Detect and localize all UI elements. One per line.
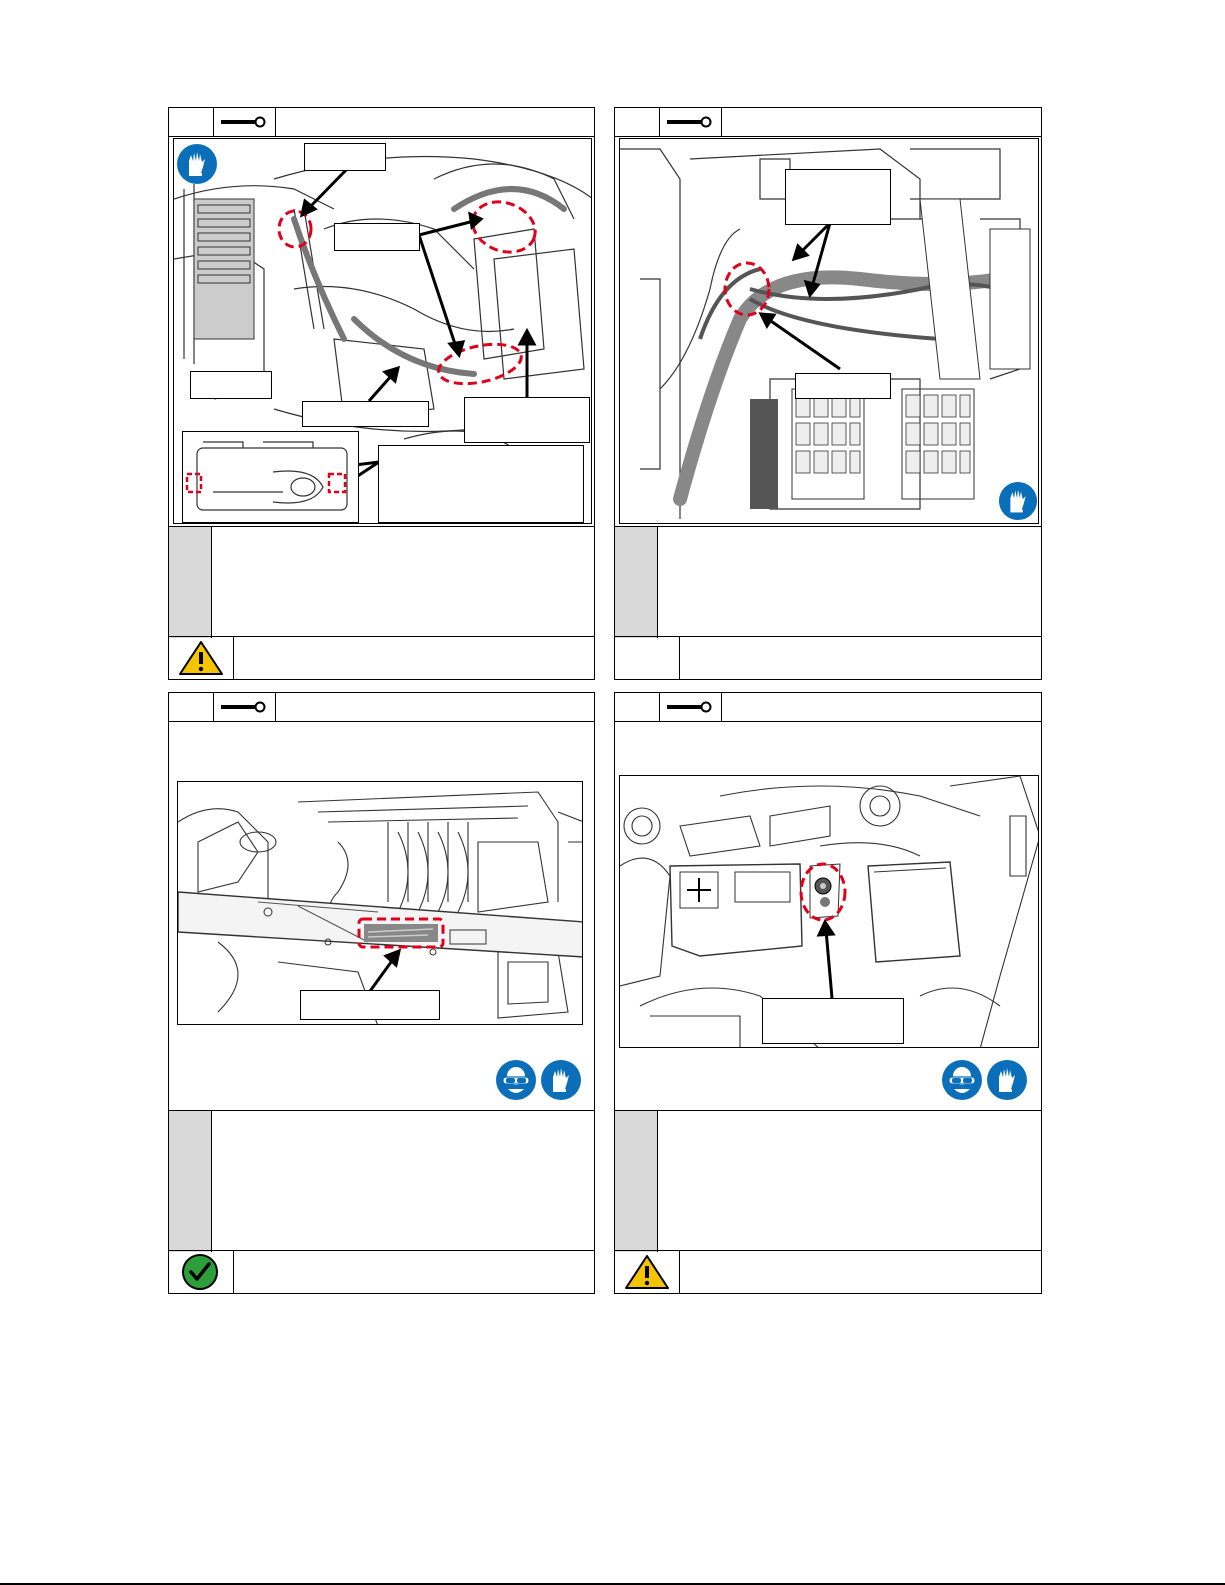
callout-box-5 bbox=[464, 397, 590, 443]
callout-box-1 bbox=[300, 990, 440, 1020]
instruction-text-row bbox=[169, 1110, 594, 1252]
note-row bbox=[615, 636, 1041, 679]
step-panel-top-left bbox=[168, 107, 595, 680]
wiring-illustration-ecu bbox=[173, 138, 592, 524]
step-number-cell bbox=[169, 693, 214, 721]
note-icon-cell bbox=[169, 637, 234, 679]
check-circle-icon bbox=[181, 1253, 219, 1291]
step-header bbox=[169, 693, 594, 722]
callout-box-4 bbox=[302, 401, 429, 427]
inset-illustration bbox=[182, 431, 359, 523]
step-header bbox=[169, 108, 594, 137]
wrench-icon bbox=[221, 701, 267, 713]
wrench-icon bbox=[221, 116, 267, 128]
gloves-icon bbox=[176, 143, 218, 185]
gloves-icon bbox=[998, 481, 1038, 521]
battery-area-illustration bbox=[619, 775, 1039, 1048]
callout-box-2 bbox=[795, 373, 891, 399]
warning-triangle-icon bbox=[178, 640, 224, 676]
step-shade-cell bbox=[615, 527, 658, 638]
step-panel-bottom-right bbox=[614, 692, 1042, 1294]
instruction-text-row bbox=[169, 526, 594, 638]
step-shade-cell bbox=[169, 527, 212, 638]
warning-note-row bbox=[169, 636, 594, 679]
callout-box-3 bbox=[190, 371, 272, 399]
safety-glasses-icon bbox=[495, 1059, 537, 1101]
instruction-text-row bbox=[615, 526, 1041, 638]
callout-box-6 bbox=[378, 445, 584, 523]
check-note-row bbox=[169, 1250, 594, 1293]
callout-box-1 bbox=[785, 169, 891, 225]
step-number-cell bbox=[615, 693, 660, 721]
callout-box-1 bbox=[304, 143, 386, 171]
wrench-icon bbox=[667, 701, 713, 713]
note-icon-cell bbox=[615, 637, 680, 679]
tool-cell bbox=[213, 693, 276, 721]
tool-cell bbox=[213, 108, 276, 136]
step-panel-top-right bbox=[614, 107, 1042, 680]
gloves-icon bbox=[986, 1059, 1028, 1101]
step-header bbox=[615, 693, 1041, 722]
instruction-text-row bbox=[615, 1110, 1041, 1252]
fuse-box-illustration bbox=[619, 138, 1039, 524]
step-panel-bottom-left bbox=[168, 692, 595, 1294]
gloves-icon bbox=[540, 1059, 582, 1101]
step-shade-cell bbox=[169, 1111, 212, 1252]
step-header bbox=[615, 108, 1041, 137]
note-icon-cell bbox=[169, 1251, 234, 1293]
warning-triangle-icon bbox=[624, 1254, 670, 1290]
tool-cell bbox=[659, 693, 722, 721]
safety-glasses-icon bbox=[941, 1059, 983, 1101]
callout-box-1 bbox=[762, 998, 904, 1044]
wrench-icon bbox=[667, 116, 713, 128]
tool-cell bbox=[659, 108, 722, 136]
engine-bay-illustration bbox=[177, 781, 583, 1025]
step-shade-cell bbox=[615, 1111, 658, 1252]
step-number-cell bbox=[615, 108, 660, 136]
warning-note-row bbox=[615, 1250, 1041, 1293]
step-number-cell bbox=[169, 108, 214, 136]
callout-box-2 bbox=[334, 223, 420, 251]
note-icon-cell bbox=[615, 1251, 680, 1293]
